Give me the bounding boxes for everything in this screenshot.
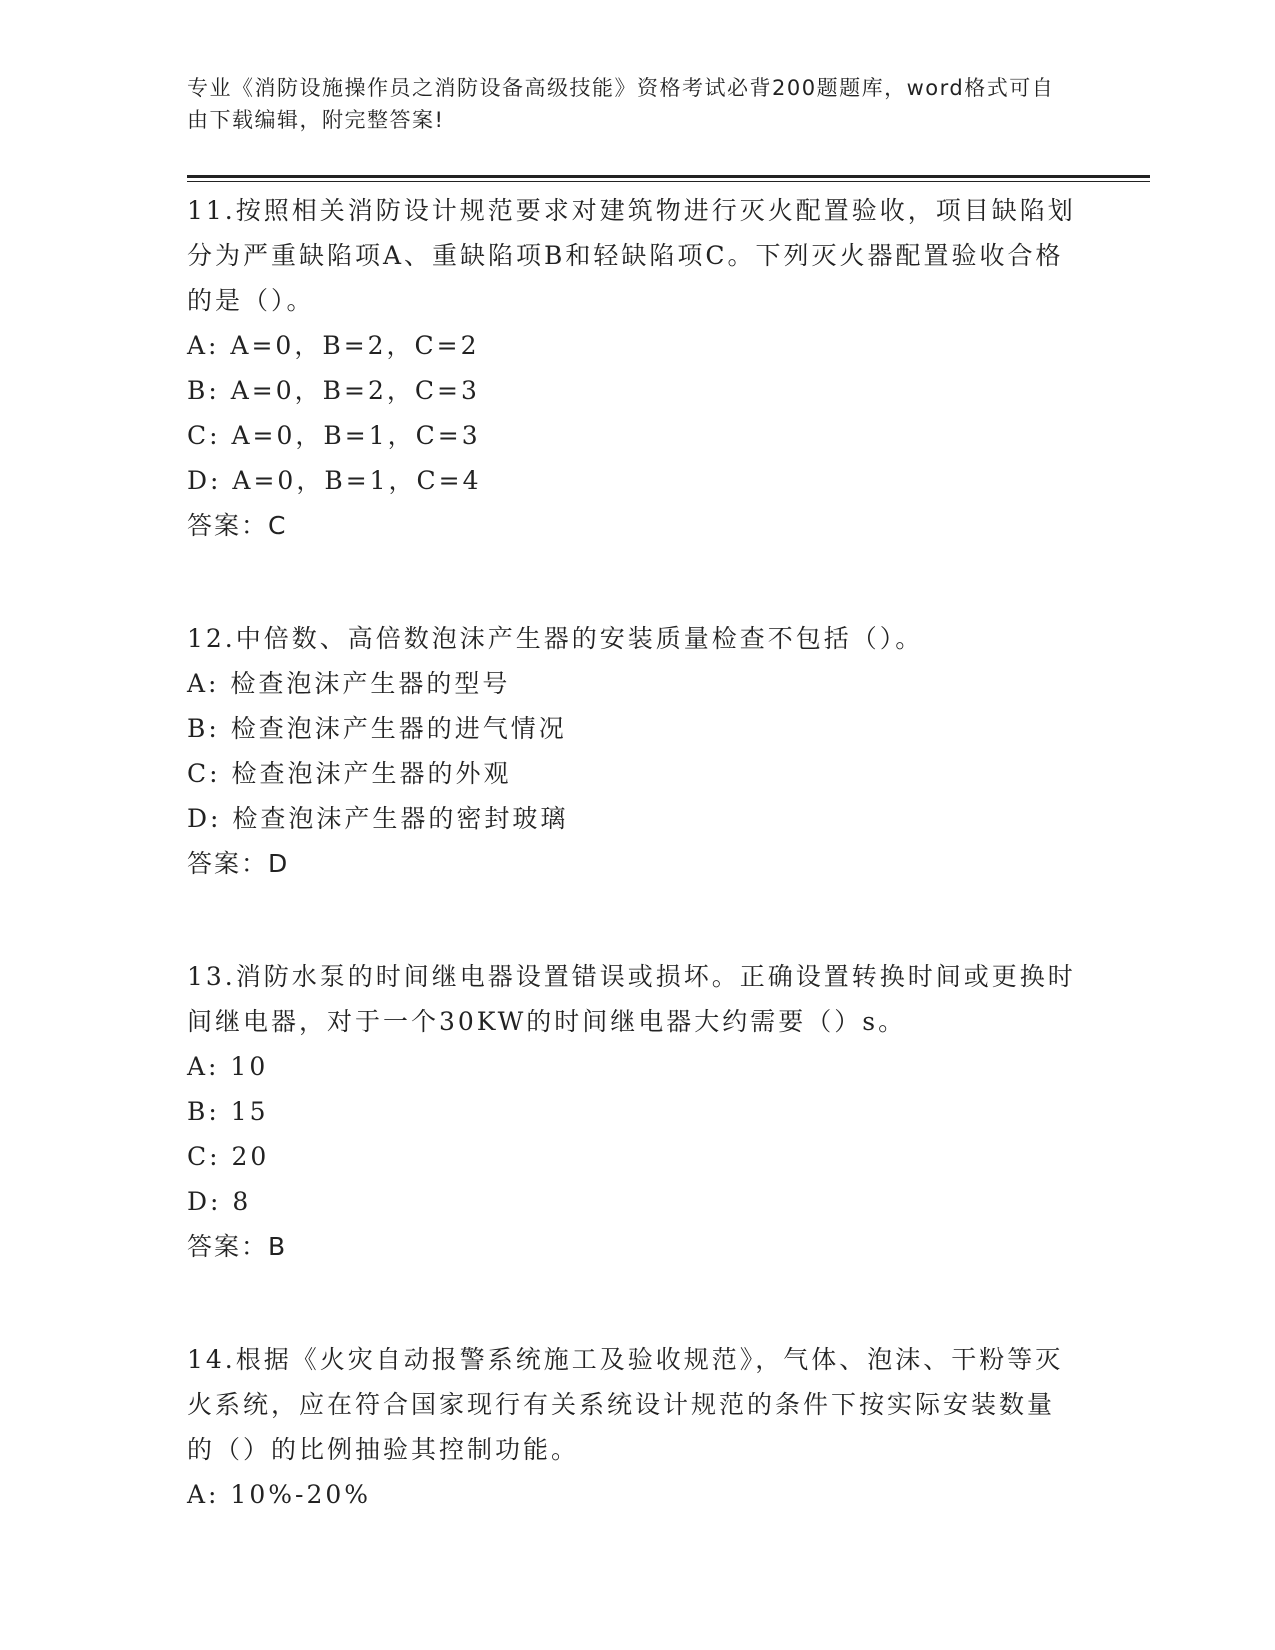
document-header: 专业《消防设施操作员之消防设备高级技能》资格考试必背200题题库，word格式可自由下载编辑，附完整答案!	[187, 76, 1055, 132]
question-stem: 13.消防水泵的时间继电器设置错误或损坏。正确设置转换时间或更换时间继电器，对于一个30KW的时间继电器大约需要（）s。	[187, 962, 1076, 1036]
option-c: C: 20	[187, 1142, 270, 1171]
option-a: A: 10	[187, 1052, 269, 1081]
question-14	[187, 1337, 1077, 1517]
option-c: C: A=0，B=1，C=3	[187, 421, 481, 450]
option-c: C: 检查泡沫产生器的外观	[187, 759, 512, 788]
option-b: B: 检查泡沫产生器的进气情况	[187, 714, 567, 743]
answer-line: 答案：B	[187, 1232, 288, 1261]
question-list	[187, 188, 1077, 1517]
option-b: B: 15	[187, 1097, 269, 1126]
question-gap	[187, 548, 1077, 616]
answer-line: 答案：D	[187, 849, 290, 878]
question-stem: 14.根据《火灾自动报警系统施工及验收规范》，气体、泡沫、干粉等灭火系统，应在符合国家现行有关系统设计规范的条件下按实际安装数量的（）的比例抽验其控制功能。	[187, 1345, 1064, 1464]
option-a: A: 10%-20%	[187, 1480, 372, 1509]
option-d: D: 检查泡沫产生器的密封玻璃	[187, 804, 569, 833]
question-gap	[187, 1269, 1077, 1337]
question-gap	[187, 886, 1077, 954]
option-d: D: 8	[187, 1187, 252, 1216]
header-divider-thick	[187, 175, 1150, 178]
header-divider-thin	[187, 181, 1150, 182]
option-d: D: A=0，B=1，C=4	[187, 466, 482, 495]
question-12	[187, 616, 1077, 886]
option-a: A: A=0，B=2，C=2	[187, 331, 480, 360]
answer-line: 答案：C	[187, 511, 288, 540]
option-b: B: A=0，B=2，C=3	[187, 376, 480, 405]
question-stem: 12.中倍数、高倍数泡沫产生器的安装质量检查不包括（）。	[187, 624, 924, 653]
question-stem: 11.按照相关消防设计规范要求对建筑物进行灭火配置验收，项目缺陷划分为严重缺陷项A、重缺陷项B和轻缺陷项C。下列灭火器配置验收合格的是（）。	[187, 196, 1076, 315]
option-a: A: 检查泡沫产生器的型号	[187, 669, 511, 698]
question-11	[187, 188, 1077, 548]
question-13	[187, 954, 1077, 1269]
